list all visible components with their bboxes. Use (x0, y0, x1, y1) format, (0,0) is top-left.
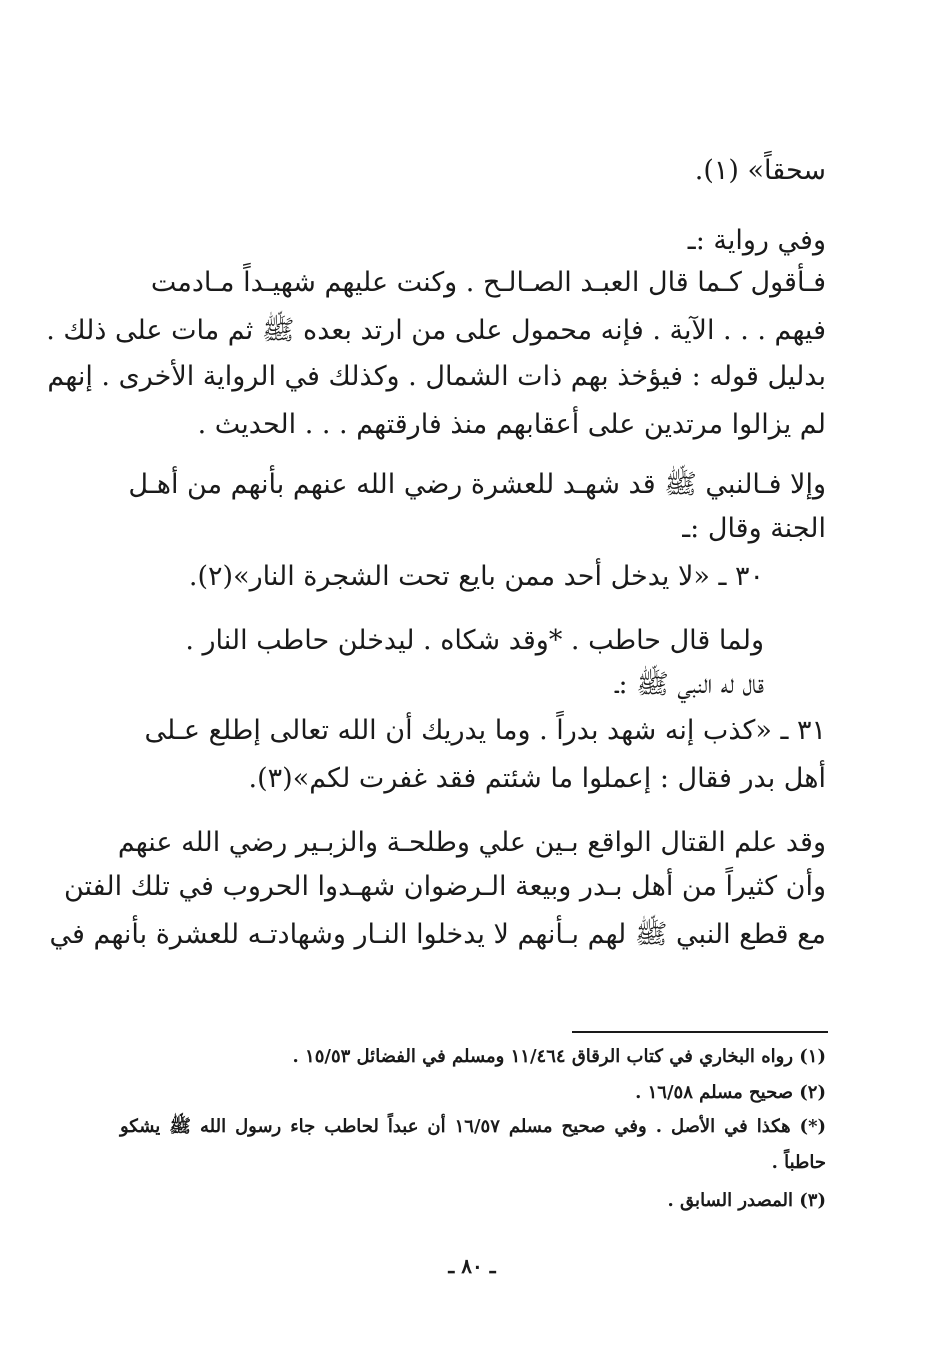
body-line-11: قال له النبي ﷺ :ـ (615, 669, 764, 700)
footnote-divider (572, 1031, 828, 1033)
body-line-16: مع قطع النبي ﷺ لهم بـأنهم لا يدخلوا النـار وشهادتـه للعشرة بأنهم في (49, 919, 826, 950)
body-line-15: وأن كثيراً من أهل بـدر وبيعة الـرضوان شهـدوا الحروب في تلك الفتن (63, 871, 826, 902)
body-line-3: فـأقول كـما قال العبـد الصـالـح . وكنت عليهم شهيـداً مـادمت (150, 267, 826, 298)
footnote-1: (١) رواه البخاري في كتاب الرقاق ١١/٤٦٤ ومسلم في الفضائل ١٥/٥٣ . (292, 1046, 826, 1067)
footnote-2: (٢) صحيح مسلم ١٦/٥٨ . (635, 1082, 826, 1103)
hadith-31: ٣١ ـ «كذب إنه شهد بدراً . وما يدريك أن الله تعالى إطلع عـلى (144, 715, 826, 746)
body-line-10: ولما قال حاطب . *وقد شكاه . ليدخلن حاطب النار . (185, 625, 764, 656)
page-number: ـ ٨٠ ـ (448, 1254, 496, 1278)
footnote-3: (٣) المصدر السابق . (667, 1190, 826, 1211)
footnote-star-cont: حاطباً . (771, 1152, 826, 1173)
body-line-6: لم يزالوا مرتدين على أعقابهم منذ فارقتهم . . . الحديث . (197, 409, 826, 440)
body-line-5: بدليل قوله : فيؤخذ بهم ذات الشمال . وكذلك في الرواية الأخرى . إنهم (47, 361, 826, 392)
hadith-30: ٣٠ ـ «لا يدخل أحد ممن بايع تحت الشجرة النار»(٢). (188, 561, 764, 592)
body-line-7: وإلا فـالنبي ﷺ قد شهـد للعشرة رضي الله عنهم بأنهم من أهـل (128, 469, 826, 500)
footnote-star: (*) هكذا في الأصل . وفي صحيح مسلم ١٦/٥٧ أن عبداً لحاطب جاء رسول الله ﷺ يشكو (120, 1116, 826, 1137)
body-line-1: سحقاً» (١). (694, 155, 826, 186)
body-line-8: الجنة وقال :ـ (682, 513, 826, 544)
body-line-2: وفي رواية :ـ (687, 225, 826, 256)
body-line-4: فيهم . . . الآية . فإنه محمول على من ارتد بعده ﷺ ثم مات على ذلك . (46, 315, 826, 346)
body-line-14: وقد علم القتال الواقع بـين علي وطلحـة والزبـير رضي الله عنهم (117, 827, 826, 858)
body-line-13: أهل بدر فقال : إعملوا ما شئتم فقد غفرت لكم»(٣). (248, 763, 826, 794)
